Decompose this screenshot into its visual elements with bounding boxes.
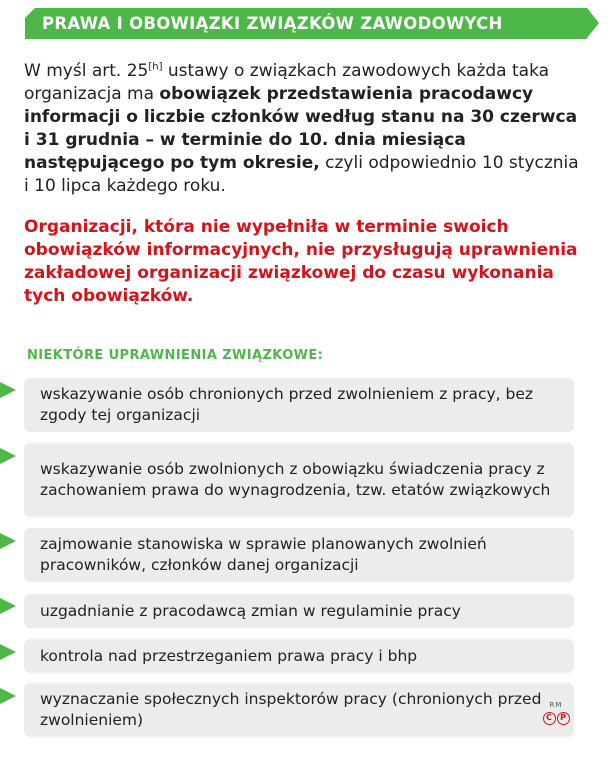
- green-triangle-marker: [0, 688, 16, 704]
- rights-item-text: wskazywanie osób zwolnionych z obowiązku świadczenia pracy z zachowaniem prawa do wynagrodzenia, tzw. etatów związkowych: [40, 460, 551, 499]
- rights-list-item: [24, 443, 574, 517]
- intro-text-part2: ustawy o związkach zawodowych każda taka organizacja ma: [24, 61, 550, 104]
- intro-paragraph: [24, 60, 584, 198]
- rights-heading: NIEKTÓRE UPRAWNIENIA ZWIĄZKOWE:: [27, 348, 324, 363]
- green-triangle-marker: [0, 533, 16, 549]
- green-triangle-marker: [0, 382, 16, 398]
- intro-text-part1: W myśl art. 25: [24, 61, 149, 81]
- rights-list-item: [24, 528, 574, 582]
- logo-small-text: RM: [549, 701, 563, 709]
- rights-item-text: wskazywanie osób chronionych przed zwolnieniem z pracy, bez zgody tej organizacji: [40, 385, 534, 424]
- intro-text-part3: czyli odpowiednio 10 stycznia i 10 lipca każdego roku.: [24, 153, 579, 196]
- warning-paragraph: Organizacji, która nie wypełniła w terminie swoich obowiązków informacyjnych, nie przysługują uprawnienia zakładowej organizacji związkowej do czasu wykonania tych obowiązków.: [24, 217, 578, 306]
- logo-circle-right: P: [557, 712, 570, 725]
- title-bar: [25, 8, 587, 39]
- logo-circle-left: C: [543, 712, 556, 725]
- green-triangle-marker: [0, 598, 16, 614]
- logo-circles: [541, 712, 571, 725]
- rights-item-text: uzgadnianie z pracodawcą zmian w regulaminie pracy: [40, 601, 461, 620]
- publisher-logo: [541, 701, 571, 725]
- rights-list-item: [24, 683, 574, 737]
- rights-item-text: zajmowanie stanowiska w sprawie planowanych zwolnień pracowników, członków danej organizacji: [40, 535, 487, 574]
- rights-item-text: kontrola nad przestrzeganiem prawa pracy i bhp: [40, 646, 418, 665]
- rights-list-item: [24, 639, 574, 673]
- footnote-marker: [h]: [148, 61, 163, 73]
- title-arrow-decoration: [587, 8, 599, 38]
- green-triangle-marker: [0, 448, 16, 464]
- green-triangle-marker: [0, 644, 16, 660]
- page-title: PRAWA I OBOWIĄZKI ZWIĄZKÓW ZAWODOWYCH: [42, 14, 503, 33]
- rights-list-item: [24, 378, 574, 432]
- title-corner-decoration: [25, 8, 35, 18]
- rights-item-text: wyznaczanie społecznych inspektorów pracy (chronionych przed zwolnieniem): [40, 690, 542, 729]
- intro-bold-obligation: obowiązek przedstawienia pracodawcy informacji o liczbie członków według stanu na 30 czerwca i 31 grudnia – w terminie do 10. dnia miesiąca następującego po tym okresie,: [24, 84, 578, 173]
- rights-list-item: [24, 594, 574, 628]
